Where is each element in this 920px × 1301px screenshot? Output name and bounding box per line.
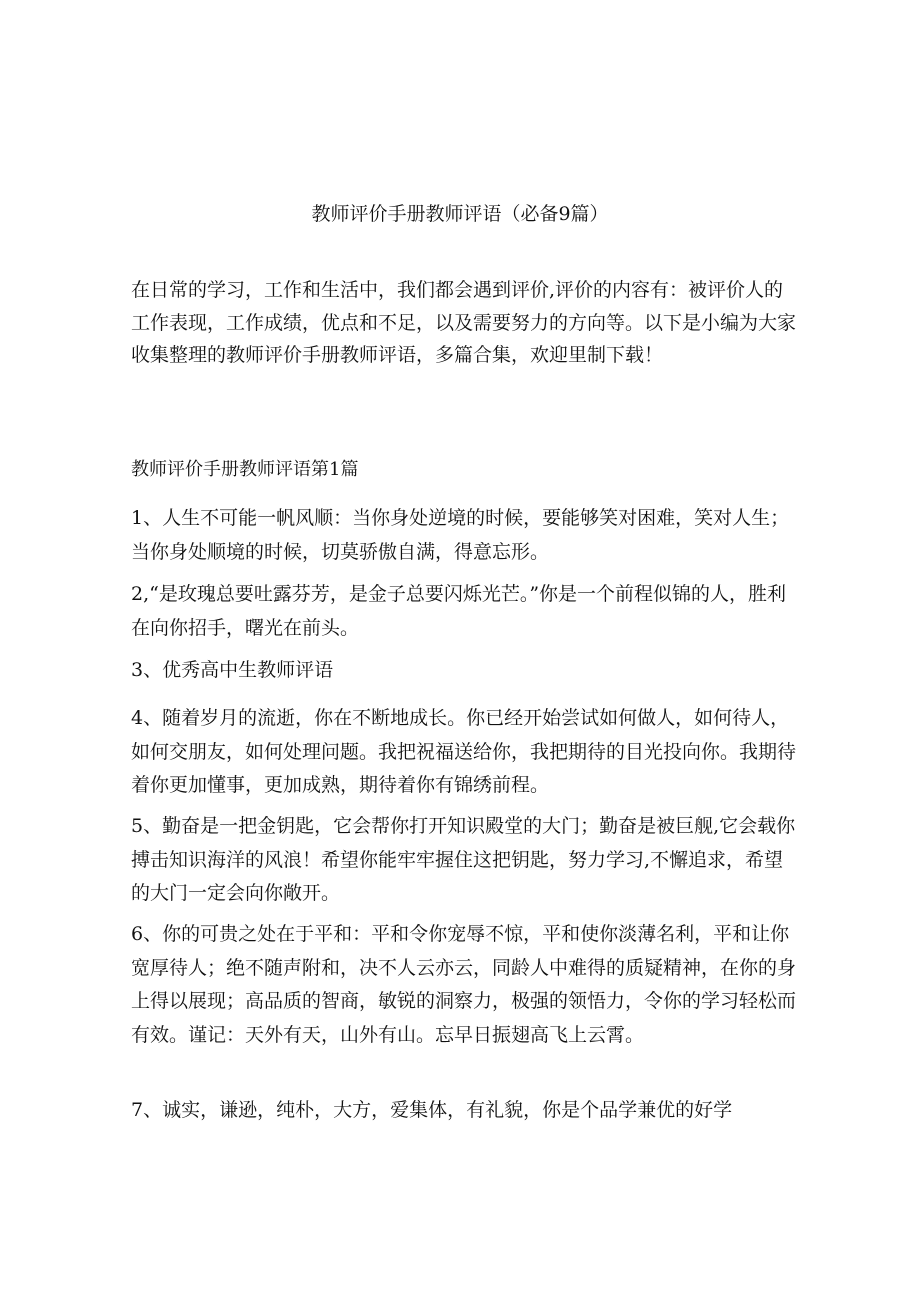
list-item: 4、随着岁月的流逝，你在不断地成长。你已经开始尝试如何做人，如何待人，如何交朋友，如何处理问题。我把祝福送给你，我把期待的目光投向你。我期待着你更加懂事，更加成熟，期待着你有锦绣前程。 (131, 707, 797, 796)
list-item: 1、人生不可能一帆风顺：当你身处逆境的时候，要能够笑对困难，笑对人生；当你身处顺境的时候，切莫骄傲自满，得意忘形。 (131, 507, 790, 563)
intro-paragraph: 在日常的学习，工作和生活中，我们都会遇到评价,评价的内容有：被评价人的工作表现，工作成绩，优点和不足，以及需要努力的方向等。以下是小编为大家收集整理的教师评价手册教师评语，多篇合集，欢迎里制下载！ (131, 279, 797, 366)
list-item: 7、诚实，谦逊，纯朴，大方，爱集体，有礼貌，你是个品学兼优的好学 (131, 1099, 733, 1121)
list-item: 2,“是玫瑰总要吐露芬芳，是金子总要闪烁光芒。”你是一个前程似锦的人，胜利在向你招手，曙光在前头。 (131, 583, 787, 639)
list-item: 6、你的可贵之处在于平和：平和令你宠辱不惊，平和使你淡薄名利，平和让你宽厚待人；绝不随声附和，决不人云亦云，同龄人中难得的质疑精神，在你的身上得以展现；高品质的智商，敏锐的洞察力，极强的领悟力，令你的学习轻松而有效。谨记：天外有天，山外有山。忘早日振翅高飞上云霄。 (131, 923, 797, 1046)
document-title: 教师评价手册教师评语（必备9篇） (311, 203, 609, 225)
section-heading: 教师评价手册教师评语第1篇 (131, 459, 359, 480)
list-item: 3、优秀高中生教师评语 (131, 659, 334, 681)
list-item: 5、勤奋是一把金钥匙，它会帮你打开知识殿堂的大门；勤奋是被巨舰,它会载你搏击知识海洋的风浪！希望你能牢牢握住这把钥匙，努力学习,不懈追求，希望的大门一定会向你敞开。 (131, 815, 796, 904)
